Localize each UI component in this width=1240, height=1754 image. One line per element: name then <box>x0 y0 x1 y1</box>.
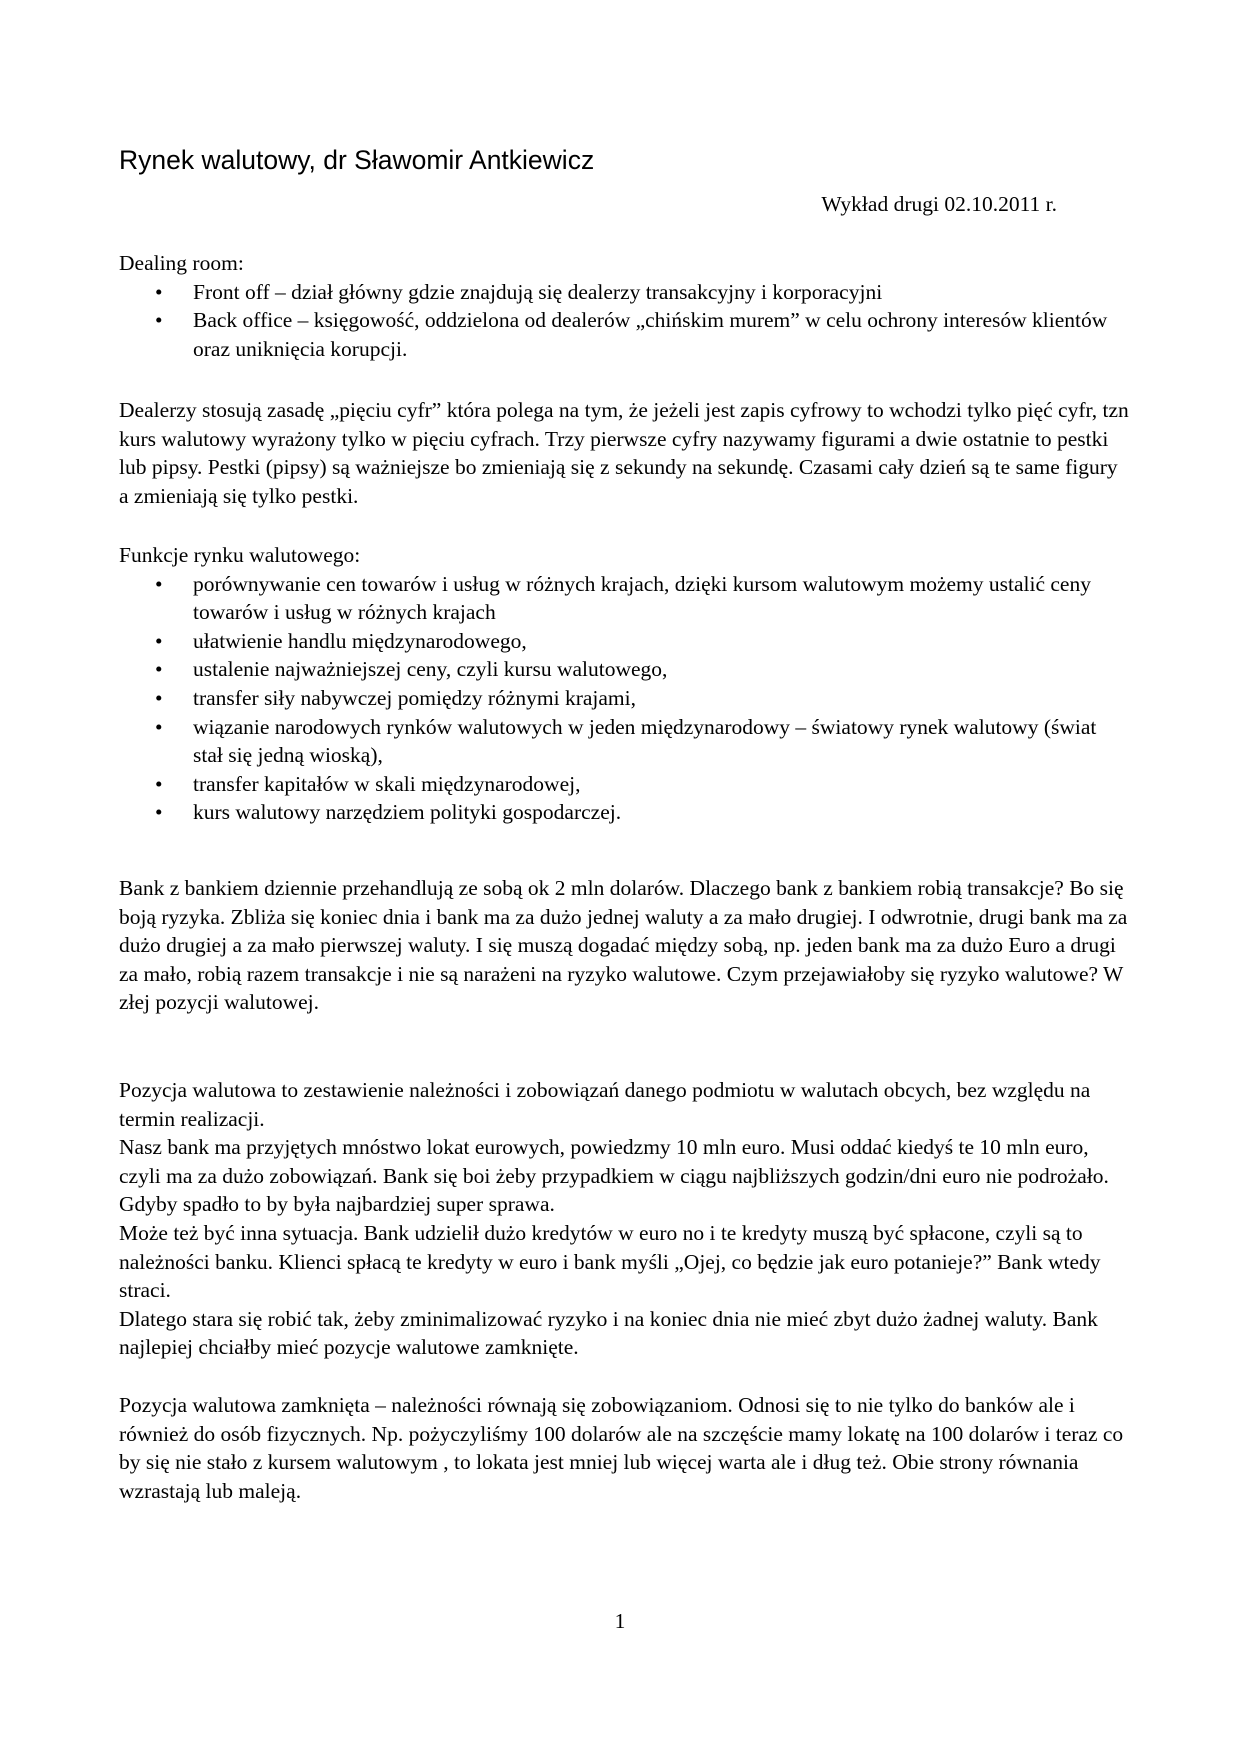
list-item <box>119 713 1129 770</box>
paragraph: Pozycja walutowa zamknięta – należności równają się zobowiązaniom. Odnosi się to nie tylko do banków ale i również do osób fizycznych. Np. pożyczyliśmy 100 dolarów ale na szczęście mamy lokatę na 100 dolarów i teraz co by się nie stało z kursem walutowym , to lokata jest mniej lub więcej warta ale i dług też. Obie strony równania wzrastają lub maleją. <box>119 1393 1124 1503</box>
bullet-icon: • <box>155 714 163 739</box>
bullet-icon: • <box>155 628 163 653</box>
bullet-icon: • <box>155 657 163 682</box>
page-number: 1 <box>614 1609 626 1633</box>
list-item-text: kurs walutowy narzędziem polityki gospodarczej. <box>193 800 622 825</box>
banks-section <box>119 874 1129 1017</box>
list-item <box>119 278 1129 307</box>
bullet-icon: • <box>155 279 163 304</box>
list-item-text: Back office – księgowość, oddzielona od dealerów „chińskim murem” w celu ochrony interesów klientów oraz uniknięcia korupcji. <box>193 308 1108 361</box>
list-item <box>119 306 1129 363</box>
bullet-icon: • <box>155 771 163 796</box>
bullet-icon: • <box>155 800 163 825</box>
five-digits-section <box>119 396 1129 510</box>
paragraph: Pozycja walutowa to zestawienie należności i zobowiązań danego podmiotu w walutach obcych, bez względu na termin realizacji. <box>119 1078 1091 1131</box>
functions-list <box>119 570 1129 827</box>
list-item <box>119 684 1129 713</box>
bullet-icon: • <box>155 685 163 710</box>
list-item <box>119 798 1129 827</box>
lecture-date: Wykład drugi 02.10.2011 r. <box>821 192 1057 216</box>
bullet-icon: • <box>155 571 163 596</box>
list-item-text: transfer kapitałów w skali międzynarodowej, <box>193 771 581 796</box>
list-item-text: porównywanie cen towarów i usług w różnych krajach, dzięki kursom walutowym możemy ustalić ceny towarów i usług w różnych krajach <box>193 571 1091 625</box>
list-item-text: Front off – dział główny gdzie znajdują się dealerzy transakcyjny i korporacyjni <box>193 279 883 304</box>
bullet-icon: • <box>155 308 163 333</box>
dealing-room-list <box>119 278 1129 364</box>
list-item <box>119 570 1129 627</box>
list-item-text: wiązanie narodowych rynków walutowych w jeden międzynarodowy – światowy rynek walutowy (świat stał się jedną wioską), <box>193 714 1097 768</box>
dealing-room-section <box>119 249 1129 363</box>
list-item <box>119 770 1129 799</box>
list-item <box>119 655 1129 684</box>
closed-position-section <box>119 1391 1129 1505</box>
section-heading: Dealing room: <box>119 251 244 275</box>
list-item <box>119 627 1129 656</box>
paragraph: Dlatego stara się robić tak, żeby zminimalizować ryzyko i na koniec dnia nie mieć zbyt dużo żadnej waluty. Bank najlepiej chciałby mieć pozycje walutowe zamknięte. <box>119 1306 1098 1360</box>
document-title: Rynek walutowy, dr Sławomir Antkiewicz <box>119 145 595 175</box>
paragraph: Bank z bankiem dziennie przehandlują ze sobą ok 2 mln dolarów. Dlaczego bank z bankiem robią transakcje? Bo się boją ryzyka. Zbliża się koniec dnia i bank ma za dużo jednej waluty a za mało drugiej. I odwrotnie, drugi bank ma za dużo drugiej a za mało pierwszej waluty. I się muszą dogadać między sobą, np. jeden bank ma za dużo Euro a drugi za mało, robią razem transakcje i nie są narażeni na ryzyko walutowe. Czym przejawiałoby się ryzyko walutowe? W złej pozycji walutowej. <box>119 876 1128 1015</box>
paragraph: Dealerzy stosują zasadę „pięciu cyfr” która polega na tym, że jeżeli jest zapis cyfrowy to wchodzi tylko pięć cyfr, tzn kurs walutowy wyrażony tylko w pięciu cyfrach. Trzy pierwsze cyfry nazywamy figurami a dwie ostatnie to pestki lub pipsy. Pestki (pipsy) są ważniejsze bo zmieniają się z sekundy na sekundę. Czasami cały dzień są te same figury a zmieniają się tylko pestki. <box>119 398 1129 508</box>
list-item-text: transfer siły nabywczej pomiędzy różnymi krajami, <box>193 685 636 710</box>
list-item-text: ustalenie najważniejszej ceny, czyli kursu walutowego, <box>193 657 668 682</box>
paragraph: Może też być inna sytuacja. Bank udzielił dużo kredytów w euro no i te kredyty muszą być spłacone, czyli są to należności banku. Klienci spłacą te kredyty w euro i bank myśli „Ojej, co będzie jak euro potanieje?” Bank wtedy straci. <box>119 1220 1101 1303</box>
list-item-text: ułatwienie handlu międzynarodowego, <box>193 628 527 653</box>
paragraph: Nasz bank ma przyjętych mnóstwo lokat eurowych, powiedzmy 10 mln euro. Musi oddać kiedyś te 10 mln euro, czyli ma za dużo zobowiązań. Bank się boi żeby przypadkiem w ciągu najbliższych godzin/dni euro nie podrożało. Gdyby spadło to by była najbardziej super sprawa. <box>119 1135 1109 1217</box>
functions-section <box>119 541 1129 827</box>
currency-position-section <box>119 1076 1129 1362</box>
section-heading: Funkcje rynku walutowego: <box>119 543 361 567</box>
